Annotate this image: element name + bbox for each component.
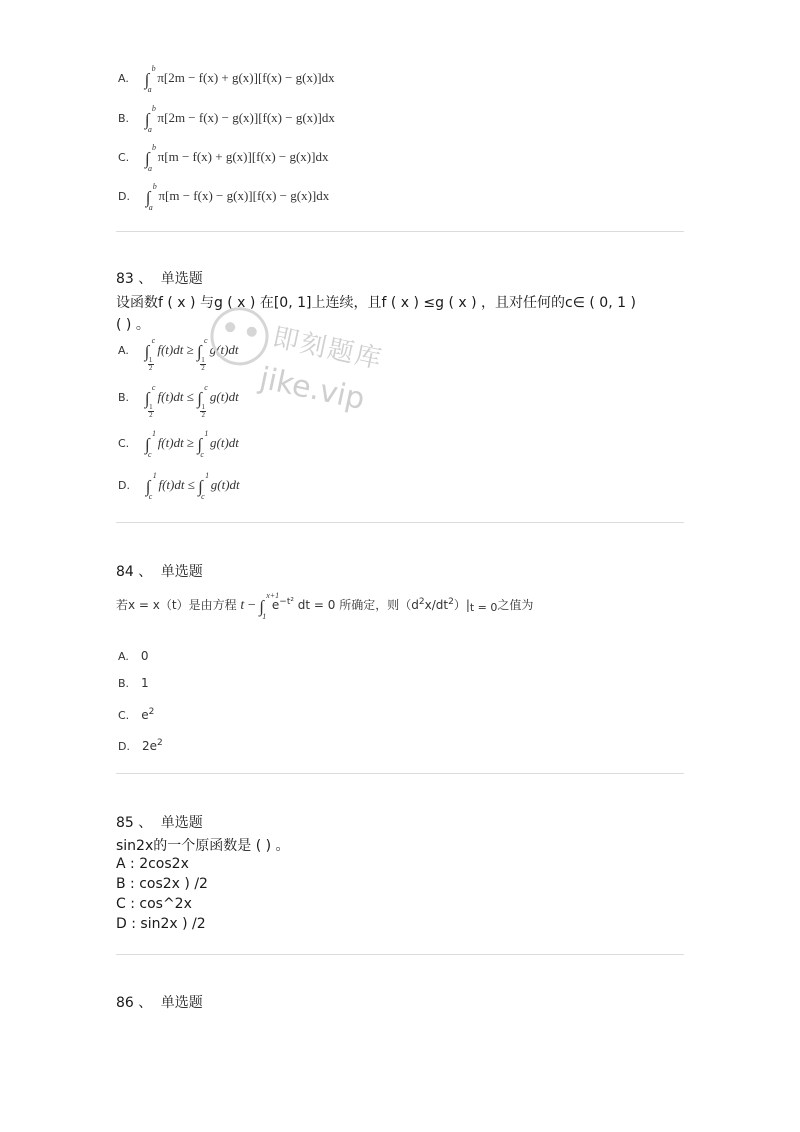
q84-option-a[interactable]: A. 0 xyxy=(118,649,149,663)
integral-sign: ∫ b a xyxy=(145,143,157,173)
q82-option-a[interactable]: A. ∫ b a π[2m − f(x) + g(x)][f(x) − g(x)]dx xyxy=(118,64,335,94)
q85-stem: sin2x的一个原函数是 ( ) 。 xyxy=(116,838,290,854)
q85-header: 85 、 单选题 xyxy=(116,815,203,831)
integral-sign: ∫ c 1 2 xyxy=(144,336,156,372)
q83-stem-line2: ( ) 。 xyxy=(116,317,150,333)
q83-stem-line1: 设函数f ( x ) 与g ( x ) 在[0, 1]上连续，且f ( x ) ≤g ( x ) ，且对任何的c∈ ( 0, 1 ) xyxy=(116,295,636,311)
q82-option-c[interactable]: C. ∫ b a π[m − f(x) + g(x)][f(x) − g(x)]dx xyxy=(118,143,329,173)
integral-sign: ∫ c 1 2 xyxy=(196,336,208,372)
q84-stem: 若x = x（t）是由方程 t − ∫ x+1 1 $e^{-t^2}$ dt = 0 所确定，则$(d^2x/dt^2)|t = 0$之值为 xyxy=(116,591,534,621)
panda-logo-icon xyxy=(205,302,274,371)
integral-sign: ∫ 1 c xyxy=(197,429,209,459)
integral-sign: ∫ c 1 2 xyxy=(144,383,156,419)
q86-header: 86 、 单选题 xyxy=(116,995,203,1011)
q83-option-a[interactable]: A. ∫ c 1 2 f(t)dt ≥ ∫ c 1 2 g(t)dt xyxy=(118,336,239,372)
divider xyxy=(116,954,684,955)
q85-option-c[interactable]: C : cos^2x xyxy=(116,896,192,912)
integral-sign: ∫ 1 c xyxy=(145,429,157,459)
integral-sign: ∫ b a xyxy=(145,182,157,212)
watermark: 即刻题库 jike.vip xyxy=(191,298,423,469)
q83-option-c[interactable]: C. ∫ 1 c f(t)dt ≥ ∫ 1 c g(t)dt xyxy=(118,429,239,459)
divider xyxy=(116,773,684,774)
q84-option-c[interactable]: C. $e^2$ xyxy=(118,707,155,722)
integral-sign: ∫ b a xyxy=(144,104,156,134)
q83-option-b[interactable]: B. ∫ c 1 2 f(t)dt ≤ ∫ c 1 2 g(t)dt xyxy=(118,383,239,419)
q85-option-d[interactable]: D : sin2x ) /2 xyxy=(116,916,206,932)
q82-option-d[interactable]: D. ∫ b a π[m − f(x) − g(x)][f(x) − g(x)]dx xyxy=(118,182,330,212)
integral-sign: ∫ b a xyxy=(144,64,156,94)
q83-header: 83 、 单选题 xyxy=(116,271,203,287)
integral-sign: ∫ x+1 1 xyxy=(259,591,280,621)
q85-option-b[interactable]: B : cos2x ) /2 xyxy=(116,876,208,892)
divider xyxy=(116,522,684,523)
q84-header: 84 、 单选题 xyxy=(116,564,203,580)
q83-option-d[interactable]: D. ∫ 1 c f(t)dt ≤ ∫ 1 c g(t)dt xyxy=(118,471,240,501)
integral-sign: ∫ c 1 2 xyxy=(197,383,208,419)
q84-option-d[interactable]: D. $2e^2$ xyxy=(118,738,163,753)
integral-sign: ∫ 1 c xyxy=(198,471,210,501)
integral-sign: ∫ 1 c xyxy=(145,471,157,501)
divider xyxy=(116,231,684,232)
q82-option-b[interactable]: B. ∫ b a π[2m − f(x) − g(x)][f(x) − g(x)]dx xyxy=(118,104,335,134)
q84-option-b[interactable]: B. 1 xyxy=(118,676,149,690)
q85-option-a[interactable]: A : 2cos2x xyxy=(116,856,189,872)
